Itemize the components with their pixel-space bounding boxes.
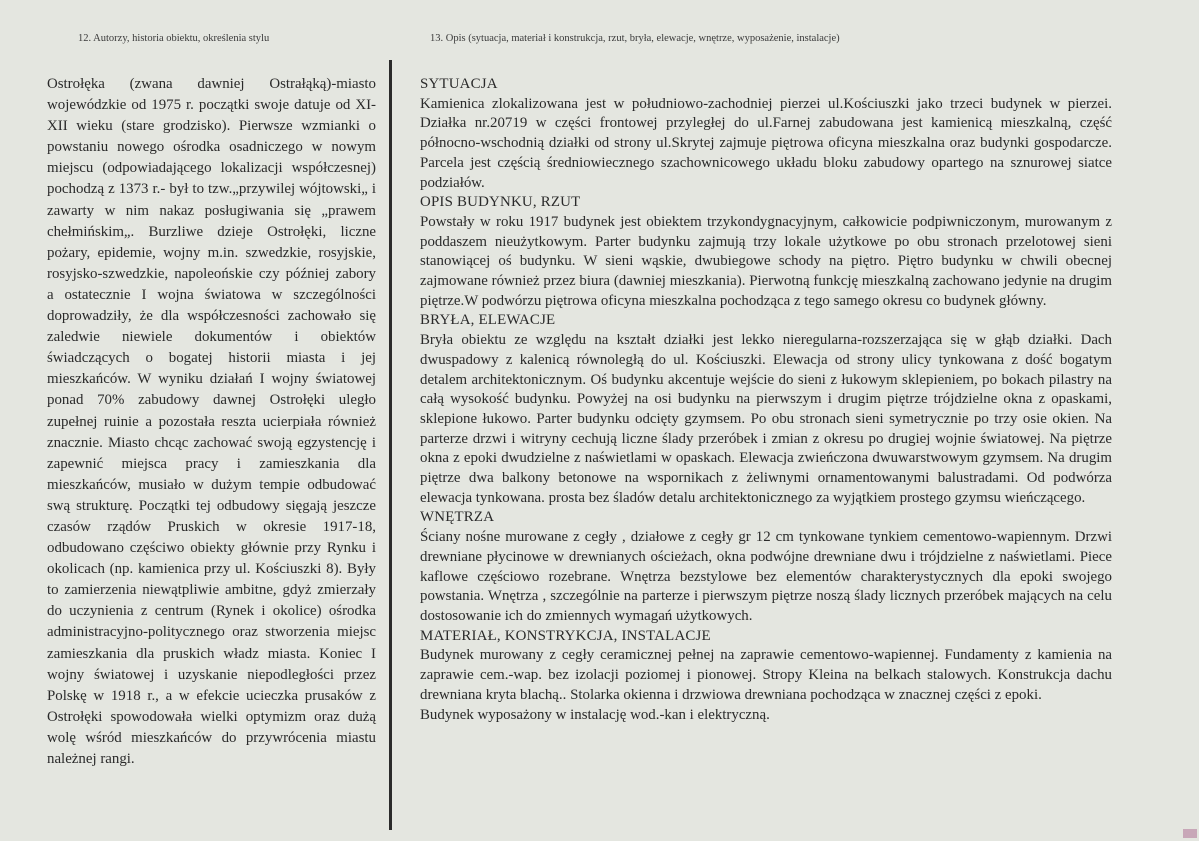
- section-body-material-konstrukcja: Budynek murowany z cegły ceramicznej pełnej na zaprawie cementowo-wapiennej. Fundamenty z kamienia na zaprawie cem.-wap. bez izolacji poziomej i pionowej. Stropy Kleina na belkach stalowych. Konstrukcja dachu drewniana kryta blachą.. Stolarka okienna i drzwiowa drewniana pochodząca w znacznej części z epoki.: [420, 647, 1112, 703]
- right-column-header: 13. Opis (sytuacja, materiał i konstrukcja, rzut, bryła, elewacje, wnętrze, wyposażenie, instalacje): [430, 33, 840, 44]
- section-body-sytuacja: Kamienica zlokalizowana jest w południowo-zachodniej pierzei ul.Kościuszki jako trzeci budynek w pierzei. Działka nr.20719 w części frontowej przyległej do ul.Farnej zabudowana jest kamienicą mieszkalną, część północno-wschodnią działki od strony ul.Skrytej zajmuje piętrowa oficyna mieszkalna oraz budynki gospodarcze. Parcela jest częścią średniowiecznego szachownicowego układu bloku zabudowy opartego na sznurowej siatce podziałów.: [420, 95, 1112, 191]
- scan-edge-mark: [1183, 829, 1197, 838]
- column-divider: [389, 60, 392, 830]
- section-title-bryla-elewacje: BRYŁA, ELEWACJE: [420, 312, 556, 329]
- section-body-bryla-elewacje: Bryła obiektu ze względu na kształt działki jest lekko nieregularna-rozszerzająca się w głąb działki. Dach dwuspadowy z kalenicą równoległą do ul. Kościuszki. Elewacja od strony ulicy tynkowana z dość bogatym detalem architektonicznym. Oś budynku akcentuje wejście do sieni z łukowym sklepieniem, po bokach pilastry na całą wysokość budynku. Powyżej na osi budynku na pierwszym i drugim piętrze trójdzielne okna z opaskami, sklepione łukowo. Parter budynku odcięty gzymsem. Po obu stronach sieni symetrycznie po trzy osie okien. Na parterze drzwi i witryny cechują liczne ślady przeróbek i zmian z okresu po drugiej wojnie światowej. Na piętrze okna z epoki dwudzielne z naświetlami w opaskach. Elewacja zwieńczona dwuwarstwowym gzymsem. Na drugim piętrze dwa balkony betonowe na wspornikach z żeliwnymi ornamentowanymi balustradami. Od podwórza elewacja tynkowana. prosta bez śladów detalu architektonicznego za wyjątkiem prostego gzymsu wieńczącego.: [420, 332, 1112, 506]
- left-column-header: 12. Autorzy, historia obiektu, określenia stylu: [78, 33, 270, 44]
- section-body-opis-budynku: Powstały w roku 1917 budynek jest obiektem trzykondygnacyjnym, całkowicie podpiwniczonym, murowanym z poddaszem nieużytkowym. Parter budynku zajmują trzy lokale użytkowe po obu stronach przelotowej sieni stanowiącej oś budynku. W sieni wąskie, dwubiegowe schody na piętro. Piętro budynku w chwili obecnej zajmowane również przez biura (dawniej mieszkania). Pierwotną funkcję mieszkalną zachowano jedynie na drugim piętrze.W podwórzu piętrowa oficyna mieszkalna pochodząca z tego samego okresu co budynek główny.: [420, 213, 1112, 309]
- section-title-opis-budynku: OPIS BUDYNKU, RZUT: [420, 194, 581, 211]
- history-text: Ostrołęka (zwana dawniej Ostrałąką)-miasto wojewódzkie od 1975 r. początki swoje datuje od XI-XII wieku (stare grodzisko). Pierwsze wzmianki o powstaniu nowego ośrodka osadniczego w nowym miejscu (odpowiadającego lokalizacji współczesnej) pochodzą z 1373 r.- był to tzw.„przywilej wójtowski„ i zawarty w nim nakaz posługiwania się „prawem chełmińskim„. Burzliwe dzieje Ostrołęki, liczne pożary, epidemie, wojny m.in. szwedzkie, rosyjskie, rosyjsko-szwedzkie, napoleońskie czy później zabory a ostatecznie I wojna światowa w szczególności doprowadziły, że dla współczesności zachowało się zaledwie niewiele dokumentów i obiektów świadczących o bogatej historii miasta i jej mieszkańców. W wyniku działań I wojny światowej ponad 70% zabudowy dawnej Ostrołęki uległo zupełnej ruinie a pozostała reszta ucierpiała również znacznie. Miasto chcąc zachować swoją egzystencję i zapewnić miejsca pracy i zamieszkania dla mieszkańców, musiało w dużym tempie odbudować swą strukturę. Początki tej odbudowy sięgają jeszcze czasów rządów Pruskich w okresie 1917-18, odbudowano częściwo obiekty głównie przy Rynku i okolicach (np. kamienica przy ul. Kościuszki 8). Były to zamierzenia niewątpliwie ambitne, gdyż zmierzały do uczynienia z centrum (Rynek i okolice) ośrodka administracyjno-politycznego oraz stworzenia miejsc zamieszkania dla pruskich władz miasta. Koniec I wojny światowej i uzyskanie niepodległości przez Polskę w 1918 r., a w efekcie ucieczka prusaków z Ostrołęki spowodowała wielki optymizm oraz dużą wolę wśród mieszkańców do przywrócenia miastu należnej rangi.: [47, 76, 376, 767]
- section-title-sytuacja: SYTUACJA: [420, 76, 498, 92]
- description-column: [420, 75, 1112, 725]
- section-body-wnetrza: Ściany nośne murowane z cegły , działowe z cegły gr 12 cm tynkowane tynkiem cementowo-wapiennym. Drzwi drewniane płycinowe w drewnianych ościeżach, okna podwójne drewniane dwu i trójdzielne z naświetlami. Piece kaflowe częściowo rozebrane. Wnętrza bezstylowe bez elementów charakterystycznych dla epoki swojego powstania. Wnętrza , szczególnie na parterze i pierwszym piętrze noszą ślady licznych przeróbek mających na celu dostosowanie ich do zmiennych wymagań użytkowych.: [420, 529, 1112, 624]
- closing-line: Budynek wyposażony w instalację wod.-kan i elektryczną.: [420, 706, 770, 723]
- section-title-wnetrza: WNĘTRZA: [420, 509, 495, 526]
- section-title-material-konstrukcja: MATERIAŁ, KONSTRYKCJA, INSTALACJE: [420, 627, 711, 644]
